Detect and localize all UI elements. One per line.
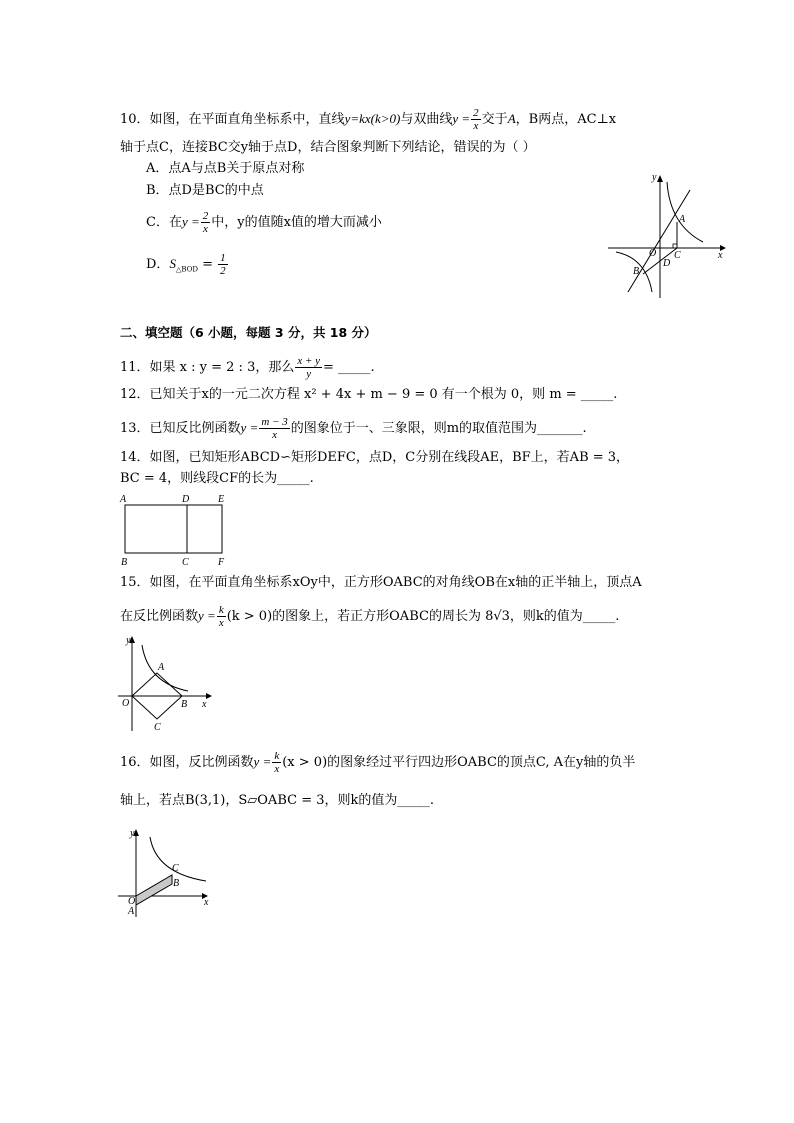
q14-figure	[118, 490, 233, 568]
fig16-label-c: C	[172, 863, 179, 874]
q13-frac-num: m − 3	[261, 416, 288, 428]
q11-text-b: = _____.	[323, 360, 375, 375]
q13	[120, 416, 587, 441]
q16-frac-num: k	[274, 750, 280, 762]
q10-text-d: ，B两点，AC⊥x	[515, 112, 617, 127]
q13-text-b: 的图象位于一、三象限，则m的取值范围为_______.	[290, 421, 587, 436]
fig15-label-c: C	[154, 722, 161, 733]
q10-line-eq: y=kx(k>0)	[344, 111, 401, 126]
fig15-hyperbola	[142, 645, 188, 691]
fig16-hyperbola	[150, 837, 206, 881]
q11-frac-den: y	[306, 368, 312, 380]
fig15-label-a: A	[158, 662, 165, 673]
q10-option-d-eq: =	[202, 257, 213, 272]
q10-option-c-a: C．在	[146, 215, 182, 230]
fig16-label-b: B	[173, 878, 180, 889]
q11	[120, 355, 375, 380]
fig15-label-x: x	[202, 699, 207, 710]
fig10-label-a: A	[679, 214, 686, 225]
fig16-label-o: O	[128, 896, 136, 907]
q10-option-c-den: x	[203, 223, 208, 235]
fig10-label-c: C	[674, 250, 681, 261]
fig14-rectangle	[125, 505, 222, 553]
q13-y-eq: y =	[240, 420, 259, 435]
q16-frac-den: x	[274, 763, 280, 775]
fig16-label-x: x	[204, 897, 209, 908]
fig10-right-angle	[673, 244, 677, 248]
q16-y-eq: y =	[253, 754, 272, 769]
fig16-label-a: A	[128, 906, 135, 917]
fig10-label-o: O	[649, 248, 657, 259]
q15-line2-b: (k > 0)的图象上，若正方形OABC的周长为 8√3，则k的值为_____.	[226, 609, 620, 624]
q10-option-d-den: 2	[220, 265, 226, 277]
q16-line2: 轴上，若点B(3,1)，S▱OABC = 3，则k的值为_____.	[120, 793, 434, 808]
fig15-label-o: O	[122, 698, 130, 709]
q10-option-c-b: 中，y的值随x值的增大而减小	[211, 215, 382, 230]
q10-fraction	[471, 107, 481, 132]
fig10-label-x: x	[718, 250, 723, 261]
q12: 12．已知关于x的一元二次方程 x² + 4x + m − 9 = 0 有一个根为 0，则 m = _____.	[120, 387, 618, 402]
q10-option-c-num: 2	[202, 210, 209, 222]
q10-text-a: 如图，在平面直角坐标系中，直线	[149, 112, 345, 127]
fig14-label-c: C	[182, 557, 189, 568]
fig14-label-e: E	[218, 494, 225, 505]
q10-option-d	[146, 252, 229, 279]
q10-option-c	[146, 210, 382, 235]
q10-text-c: 交于	[481, 112, 508, 127]
q10-line1	[120, 107, 616, 132]
q14-line2: BC = 4，则线段CF的长为_____.	[120, 471, 314, 486]
q16-line1	[120, 750, 635, 775]
q10-option-c-y: y =	[181, 214, 200, 229]
fig10-label-y: y	[652, 172, 657, 183]
q10-option-b: B．点D是BC的中点	[146, 183, 264, 198]
fig15-label-y: y	[126, 635, 131, 646]
q10-point-a: A	[507, 111, 516, 126]
q10-option-d-sub: △BOD	[175, 265, 198, 274]
q14-line1: 14．如图，已知矩形ABCD∽矩形DEFC，点D，C分别在线段AE，BF上，若AB = 3，	[120, 450, 630, 465]
q15-y-eq: y =	[198, 608, 216, 623]
q11-text-a: 11．如果 x : y = 2 : 3，那么	[120, 360, 295, 375]
q15-line1: 15．如图，在平面直角坐标系xOy中，正方形OABC的对角线OB在x轴的正半轴上，顶点A	[120, 575, 642, 590]
q15-line2-a: 在反比例函数	[120, 609, 199, 624]
q10-frac-num: 2	[473, 107, 479, 119]
q15-frac-den: x	[218, 617, 224, 629]
fig10-label-d: D	[663, 258, 671, 269]
q10-figure	[608, 170, 728, 300]
fig14-label-a: A	[120, 494, 127, 505]
q10-option-d-s: S	[169, 256, 176, 271]
fig15-x-arrow	[206, 693, 212, 699]
q15-line2	[120, 604, 619, 629]
section2-heading: 二、填空题（6 小题，每题 3 分，共 18 分）	[120, 325, 377, 340]
q10-option-a: A．点A与点B关于原点对称	[146, 161, 305, 176]
q13-frac-den: x	[272, 429, 277, 441]
q10-text-b: 与双曲线	[400, 112, 453, 127]
q16-line1-a: 16．如图，反比例函数	[120, 755, 254, 770]
q10-line2: 轴于点C，连接BC交y轴于点D，结合图象判断下列结论，错误的为（ ）	[120, 140, 536, 155]
q11-frac-num: x + y	[297, 355, 321, 367]
q16-fraction	[272, 750, 281, 775]
q13-text-a: 13．已知反比例函数	[120, 421, 241, 436]
q10-frac-den: x	[473, 120, 479, 132]
q15-frac-num: k	[218, 604, 224, 616]
q15-figure	[118, 633, 218, 733]
q10-number: 10．	[120, 112, 150, 127]
fig10-hyperbola-right	[667, 182, 703, 242]
fig15-label-b: B	[181, 699, 188, 710]
q11-fraction	[295, 355, 322, 380]
q10-y-eq: y =	[452, 111, 471, 126]
q10-option-d-frac	[218, 252, 228, 277]
fig14-label-b: B	[121, 557, 128, 568]
fig10-y-arrow	[657, 175, 663, 182]
q10-option-d-num: 1	[220, 252, 226, 264]
q16-figure	[118, 825, 218, 920]
fig16-label-y: y	[130, 828, 135, 839]
q10-option-d-a: D．	[146, 257, 170, 272]
q16-line1-b: (x > 0)的图象经过平行四边形OABC的顶点C, A在y轴的负半	[282, 755, 636, 770]
fig14-label-d: D	[182, 494, 190, 505]
fig14-label-f: F	[218, 557, 225, 568]
fig16-parallelogram	[136, 875, 172, 905]
q15-fraction	[217, 604, 226, 629]
fig10-label-b: B	[633, 266, 640, 277]
q10-option-c-frac	[201, 210, 211, 235]
q13-fraction	[259, 416, 289, 441]
